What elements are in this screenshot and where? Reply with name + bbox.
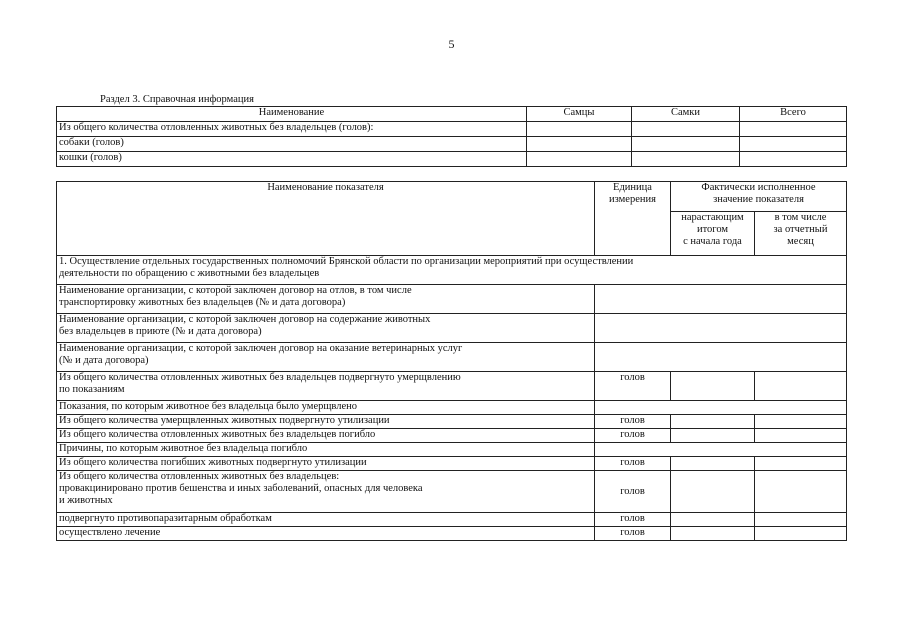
section-line: 1. Осуществление отдельных государственных полномочий Брянской области по организации мероприятий при осуществлении xyxy=(59,256,634,267)
reference-table xyxy=(56,106,847,167)
cell-males[interactable] xyxy=(527,137,632,152)
header-females: Самки xyxy=(632,107,740,122)
header-actual-line: значение показателя xyxy=(713,194,804,205)
row-label: Из общего количества умерщвленных животных подвергнуто утилизации xyxy=(57,415,595,429)
table-row xyxy=(57,285,847,314)
section-line: деятельности по обращению с животными без владельцев xyxy=(59,268,320,279)
header-unit-line: измерения xyxy=(609,194,656,205)
cell-month[interactable] xyxy=(755,415,847,429)
row-label xyxy=(57,471,595,513)
cell-cumulative[interactable] xyxy=(671,513,755,527)
header-total: Всего xyxy=(740,107,847,122)
table-row xyxy=(57,372,847,401)
row-line: провакцинировано против бешенства и иных заболеваний, опасных для человека xyxy=(59,483,423,494)
row-label: собаки (голов) xyxy=(57,137,527,152)
header-actual-line: Фактически исполненное xyxy=(701,182,816,193)
row-label: Причины, по которым животное без владельца погибло xyxy=(57,443,595,457)
cell-females[interactable] xyxy=(632,152,740,167)
row-label xyxy=(57,285,595,314)
page-number: 5 xyxy=(448,37,455,51)
table-row xyxy=(57,314,847,343)
header-month xyxy=(755,212,847,256)
indicators-table xyxy=(56,181,847,541)
header-name: Наименование xyxy=(57,107,527,122)
row-label: Показания, по которым животное без владельца было умерщвлено xyxy=(57,401,595,415)
header-cumulative xyxy=(671,212,755,256)
table-row xyxy=(57,401,847,415)
cell-cumulative[interactable] xyxy=(671,372,755,401)
table-row xyxy=(57,415,847,429)
cell-month[interactable] xyxy=(755,457,847,471)
cell-value[interactable] xyxy=(595,314,847,343)
row-label xyxy=(57,314,595,343)
table-row xyxy=(57,137,847,152)
header-unit-line: Единица xyxy=(613,182,652,193)
table-row xyxy=(57,527,847,541)
cell-unit: голов xyxy=(595,457,671,471)
table-row xyxy=(57,343,847,372)
row-line: Наименование организации, с которой заключен договор на оказание ветеринарных услуг xyxy=(59,343,463,354)
section-title: Раздел 3. Справочная информация xyxy=(100,94,254,105)
row-label: осуществлено лечение xyxy=(57,527,595,541)
header-males: Самцы xyxy=(527,107,632,122)
cell-total[interactable] xyxy=(740,122,847,137)
cell-unit: голов xyxy=(595,471,671,513)
row-line: по показаниям xyxy=(59,384,125,395)
table-row xyxy=(57,429,847,443)
header-line: за отчетный xyxy=(773,224,828,235)
cell-month[interactable] xyxy=(755,513,847,527)
row-line: Наименование организации, с которой заключен договор на отлов, в том числе xyxy=(59,285,412,296)
cell-females[interactable] xyxy=(632,122,740,137)
cell-month[interactable] xyxy=(755,372,847,401)
row-label: Из общего количества отловленных животных без владельцев (голов): xyxy=(57,122,527,137)
cell-cumulative[interactable] xyxy=(671,429,755,443)
cell-females[interactable] xyxy=(632,137,740,152)
row-line: и животных xyxy=(59,495,113,506)
row-label: кошки (голов) xyxy=(57,152,527,167)
cell-total[interactable] xyxy=(740,152,847,167)
row-label: подвергнуто противопаразитарным обработкам xyxy=(57,513,595,527)
cell-month[interactable] xyxy=(755,471,847,513)
cell-cumulative[interactable] xyxy=(671,527,755,541)
row-line: Из общего количества отловленных животных без владельцев: xyxy=(59,471,340,482)
cell-males[interactable] xyxy=(527,122,632,137)
cell-unit: голов xyxy=(595,415,671,429)
cell-month[interactable] xyxy=(755,527,847,541)
row-label xyxy=(57,343,595,372)
cell-cumulative[interactable] xyxy=(671,415,755,429)
cell-value[interactable] xyxy=(595,401,847,415)
header-unit xyxy=(595,182,671,256)
cell-unit: голов xyxy=(595,372,671,401)
row-label xyxy=(57,372,595,401)
row-line: (№ и дата договора) xyxy=(59,355,149,366)
cell-cumulative[interactable] xyxy=(671,471,755,513)
table-row xyxy=(57,152,847,167)
table-row xyxy=(57,122,847,137)
row-line: Из общего количества отловленных животных без владельцев подвергнуто умерщвлению xyxy=(59,372,461,383)
header-line: нарастающим xyxy=(681,212,744,223)
row-line: транспортировку животных без владельцев (№ и дата договора) xyxy=(59,297,346,308)
cell-males[interactable] xyxy=(527,152,632,167)
cell-value[interactable] xyxy=(595,443,847,457)
table-header-row xyxy=(57,107,847,122)
section-row xyxy=(57,256,847,285)
cell-unit: голов xyxy=(595,513,671,527)
cell-unit: голов xyxy=(595,429,671,443)
header-line: месяц xyxy=(787,236,814,247)
section-1-title xyxy=(57,256,847,285)
table-header-row xyxy=(57,182,847,212)
table-row xyxy=(57,457,847,471)
table-row xyxy=(57,513,847,527)
cell-value[interactable] xyxy=(595,285,847,314)
table-row xyxy=(57,471,847,513)
header-line: с начала года xyxy=(683,236,742,247)
row-label: Из общего количества погибших животных подвергнуто утилизации xyxy=(57,457,595,471)
cell-month[interactable] xyxy=(755,429,847,443)
header-indicator: Наименование показателя xyxy=(57,182,595,256)
cell-value[interactable] xyxy=(595,343,847,372)
header-actual xyxy=(671,182,847,212)
table-row xyxy=(57,443,847,457)
header-line: в том числе xyxy=(774,212,827,223)
row-line: Наименование организации, с которой заключен договор на содержание животных xyxy=(59,314,431,325)
cell-unit: голов xyxy=(595,527,671,541)
row-label: Из общего количества отловленных животных без владельцев погибло xyxy=(57,429,595,443)
header-line: итогом xyxy=(696,224,729,235)
cell-total[interactable] xyxy=(740,137,847,152)
row-line: без владельцев в приюте (№ и дата договора) xyxy=(59,326,262,337)
cell-cumulative[interactable] xyxy=(671,457,755,471)
